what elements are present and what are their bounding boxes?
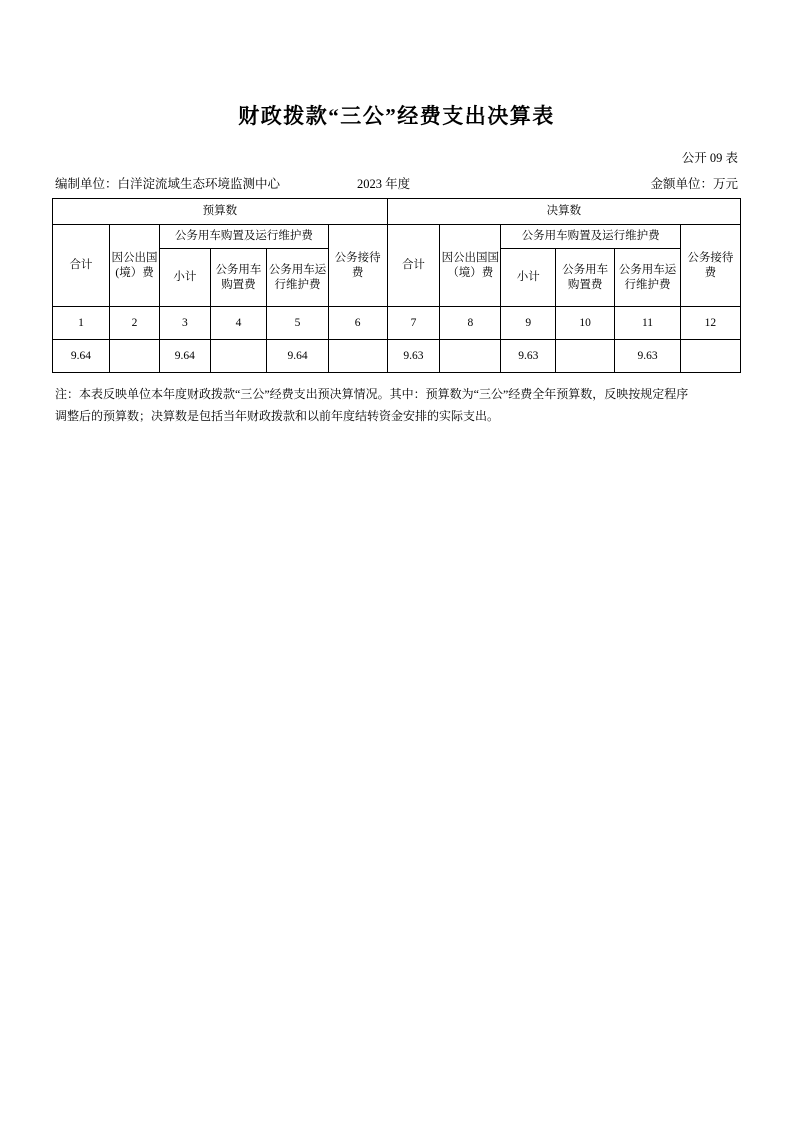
compiler-info bbox=[55, 174, 280, 192]
amount-unit: 金额单位：万元 bbox=[650, 177, 738, 191]
table-numbering-row bbox=[53, 307, 741, 340]
column-number: 2 bbox=[109, 307, 159, 340]
column-number: 5 bbox=[267, 307, 328, 340]
col-header-final-vehicle-maintenance: 公务用车运行维护费 bbox=[615, 249, 681, 307]
column-number: 1 bbox=[53, 307, 110, 340]
page-title: 财政拨款“三公”经费支出决算表 bbox=[238, 104, 555, 128]
col-header-budget-total: 合计 bbox=[53, 225, 110, 307]
sub-header-vehicle-final: 公务用车购置及运行维护费 bbox=[501, 225, 680, 249]
sub-header-vehicle-budget: 公务用车购置及运行维护费 bbox=[160, 225, 328, 249]
table-cell-value bbox=[328, 340, 387, 373]
final-accounts-table bbox=[52, 198, 741, 373]
table-cell-value: 9.64 bbox=[160, 340, 210, 373]
column-number: 4 bbox=[210, 307, 267, 340]
col-header-budget-vehicle-subtotal: 小计 bbox=[160, 249, 210, 307]
column-number: 8 bbox=[440, 307, 501, 340]
table-cell-value: 9.64 bbox=[267, 340, 328, 373]
col-header-budget-vehicle-purchase: 公务用车购置费 bbox=[210, 249, 267, 307]
column-number: 3 bbox=[160, 307, 210, 340]
column-number: 11 bbox=[615, 307, 681, 340]
table-cell-value: 9.63 bbox=[615, 340, 681, 373]
group-header-budget: 预算数 bbox=[53, 199, 388, 225]
table-sub-header-row bbox=[53, 225, 741, 249]
col-header-budget-vehicle-maintenance: 公务用车运行维护费 bbox=[267, 249, 328, 307]
column-number: 12 bbox=[680, 307, 740, 340]
sheet-number: 公开 09 表 bbox=[681, 151, 738, 165]
col-header-final-vehicle-purchase: 公务用车购置费 bbox=[556, 249, 615, 307]
table-cell-value: 9.63 bbox=[501, 340, 556, 373]
table-row bbox=[53, 340, 741, 373]
col-header-budget-reception: 公务接待费 bbox=[328, 225, 387, 307]
table-note-line-1: 注：本表反映单位本年度财政拨款“三公”经费支出预决算情况。其中：预算数为“三公”经费全年预算数，反映按规定程序 bbox=[55, 387, 689, 401]
table-group-header-row bbox=[53, 199, 741, 225]
table-cell-value bbox=[556, 340, 615, 373]
group-header-final: 决算数 bbox=[387, 199, 740, 225]
col-header-budget-abroad: 因公出国(境）费 bbox=[109, 225, 159, 307]
column-number: 7 bbox=[387, 307, 440, 340]
table-note-line-2: 调整后的预算数；决算数是包括当年财政拨款和以前年度结转资金安排的实际支出。 bbox=[55, 409, 500, 424]
compiler-value: 白洋淀流域生态环境监测中心 bbox=[117, 177, 281, 191]
table-cell-value: 9.64 bbox=[53, 340, 110, 373]
col-header-final-reception: 公务接待费 bbox=[680, 225, 740, 307]
fiscal-year: 2023 年度 bbox=[357, 177, 411, 191]
table-cell-value bbox=[440, 340, 501, 373]
col-header-final-total: 合计 bbox=[387, 225, 440, 307]
column-number: 6 bbox=[328, 307, 387, 340]
col-header-final-vehicle-subtotal: 小计 bbox=[501, 249, 556, 307]
meta-row bbox=[52, 174, 741, 192]
compiler-label: 编制单位： bbox=[55, 177, 118, 191]
table-cell-value bbox=[210, 340, 267, 373]
col-header-final-abroad: 因公出国国（境）费 bbox=[440, 225, 501, 307]
table-note bbox=[52, 383, 741, 427]
table-cell-value bbox=[109, 340, 159, 373]
column-number: 10 bbox=[556, 307, 615, 340]
table-cell-value: 9.63 bbox=[387, 340, 440, 373]
table-cell-value bbox=[680, 340, 740, 373]
column-number: 9 bbox=[501, 307, 556, 340]
